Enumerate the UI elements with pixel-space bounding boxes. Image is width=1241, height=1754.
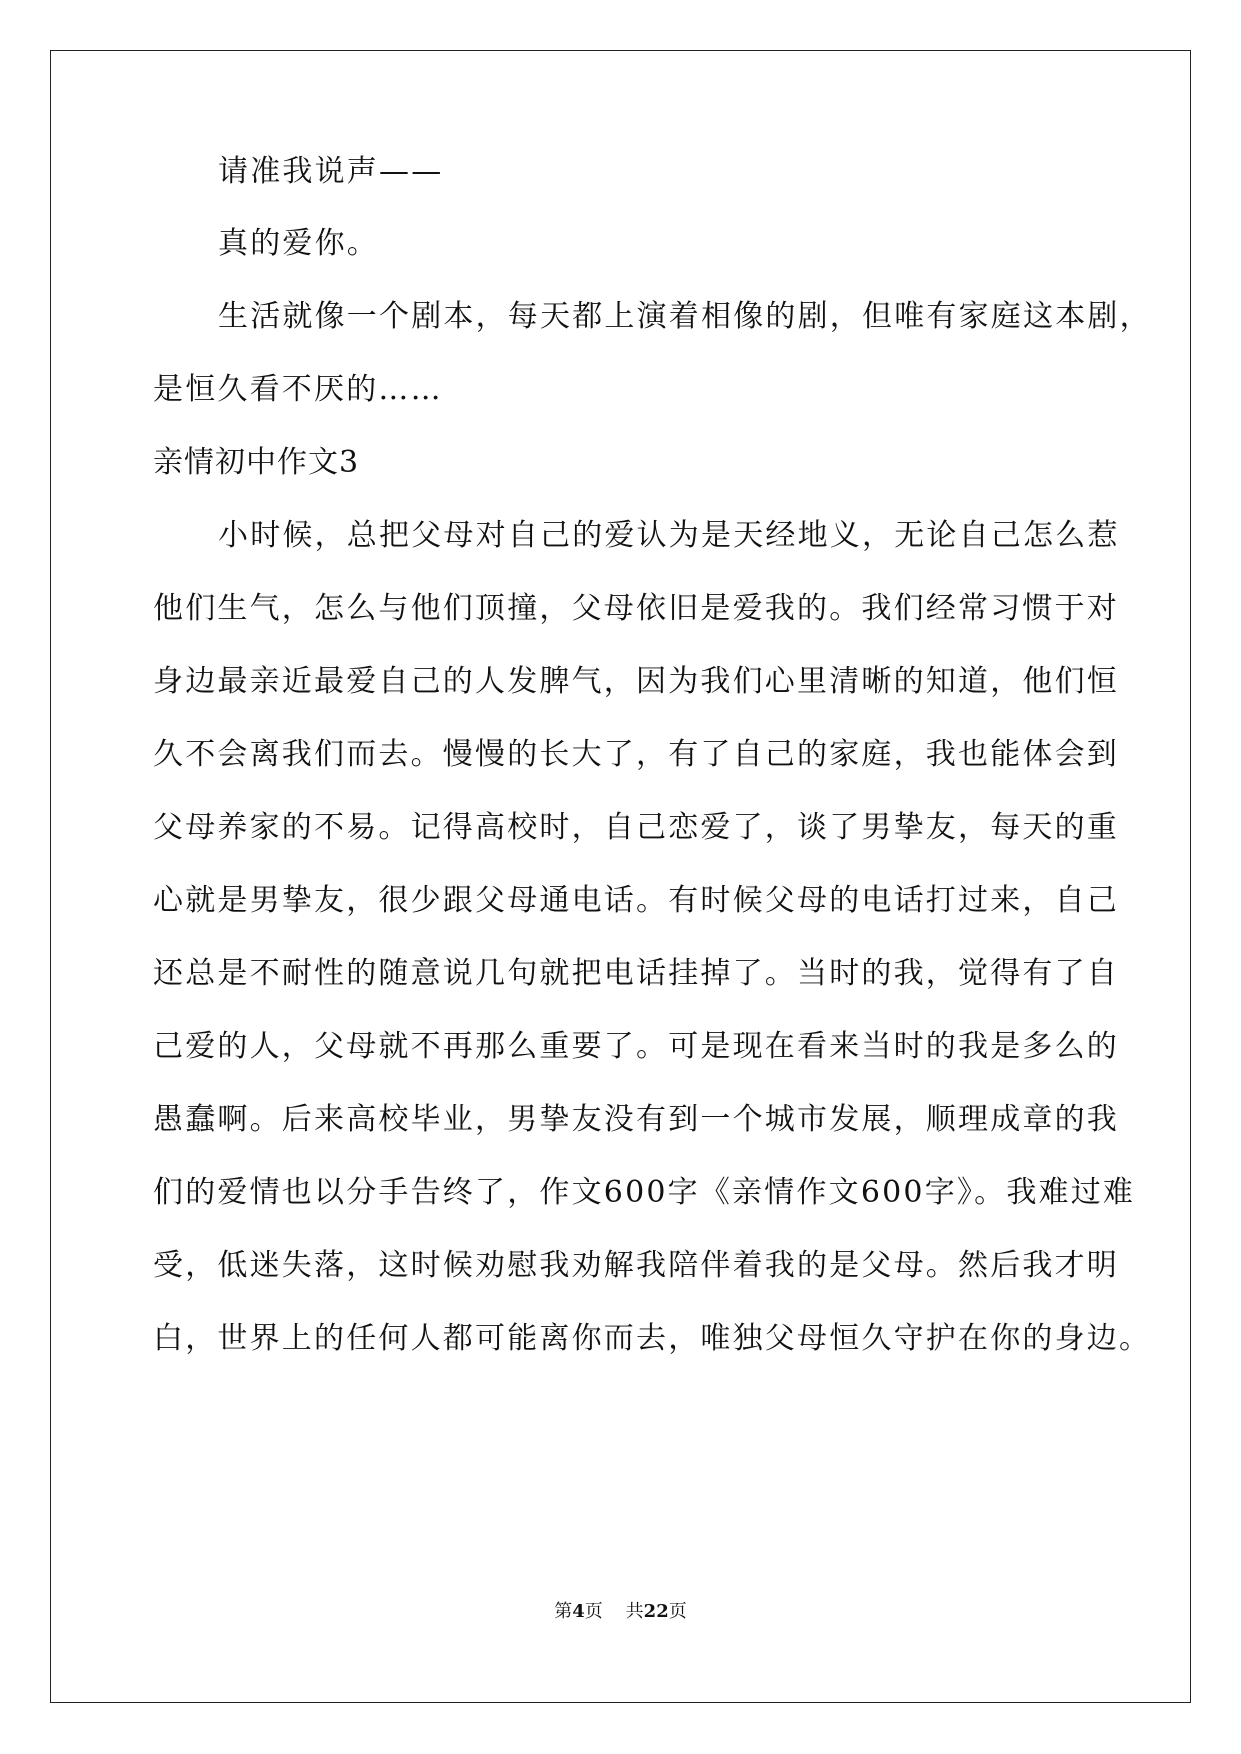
footer-suffix: 页 [668,1601,687,1622]
paragraph-line: 还总是不耐性的随意说几句就把电话挂掉了。当时的我，觉得有了自 [153,956,1119,991]
paragraph-line: 父母养家的不易。记得高校时，自己恋爱了，谈了男挚友，每天的重 [153,810,1119,845]
footer-middle: 页 共 [584,1601,644,1622]
paragraph-line: 小时候，总把父母对自己的爱认为是天经地义，无论自己怎么惹 [218,518,1120,553]
page-footer [0,1600,1241,1624]
paragraph-line: 受，低迷失落，这时候劝慰我劝解我陪伴着我的是父母。然后我才明 [153,1248,1119,1283]
paragraph-line: 他们生气，怎么与他们顶撞，父母依旧是爱我的。我们经常习惯于对 [153,591,1119,626]
paragraph-line: 久不会离我们而去。慢慢的长大了，有了自己的家庭，我也能体会到 [153,737,1119,772]
section-heading: 亲情初中作文3 [153,445,360,480]
paragraph-line: 是恒久看不厌的…… [153,372,443,407]
paragraph-line: 白，世界上的任何人都可能离你而去，唯独父母恒久守护在你的身边。 [153,1321,1152,1356]
paragraph-line: 己爱的人，父母就不再那么重要了。可是现在看来当时的我是多么的 [153,1029,1119,1064]
paragraph-line: 请准我说声—— [218,154,444,189]
footer-prefix: 第 [554,1601,573,1622]
paragraph-line: 身边最亲近最爱自己的人发脾气，因为我们心里清晰的知道，他们恒 [153,664,1119,699]
current-page-number: 4 [572,1601,585,1622]
paragraph-line: 心就是男挚友，很少跟父母通电话。有时候父母的电话打过来，自己 [153,883,1119,918]
paragraph-line: 真的爱你。 [218,226,379,261]
total-page-count: 22 [643,1601,669,1622]
paragraph-line: 们的爱情也以分手告终了，作文600字《亲情作文600字》。我难过难 [153,1175,1136,1210]
paragraph-line: 愚蠢啊。后来高校毕业，男挚友没有到一个城市发展，顺理成章的我 [153,1102,1119,1137]
paragraph-line: 生活就像一个剧本，每天都上演着相像的剧，但唯有家庭这本剧， [218,299,1152,334]
